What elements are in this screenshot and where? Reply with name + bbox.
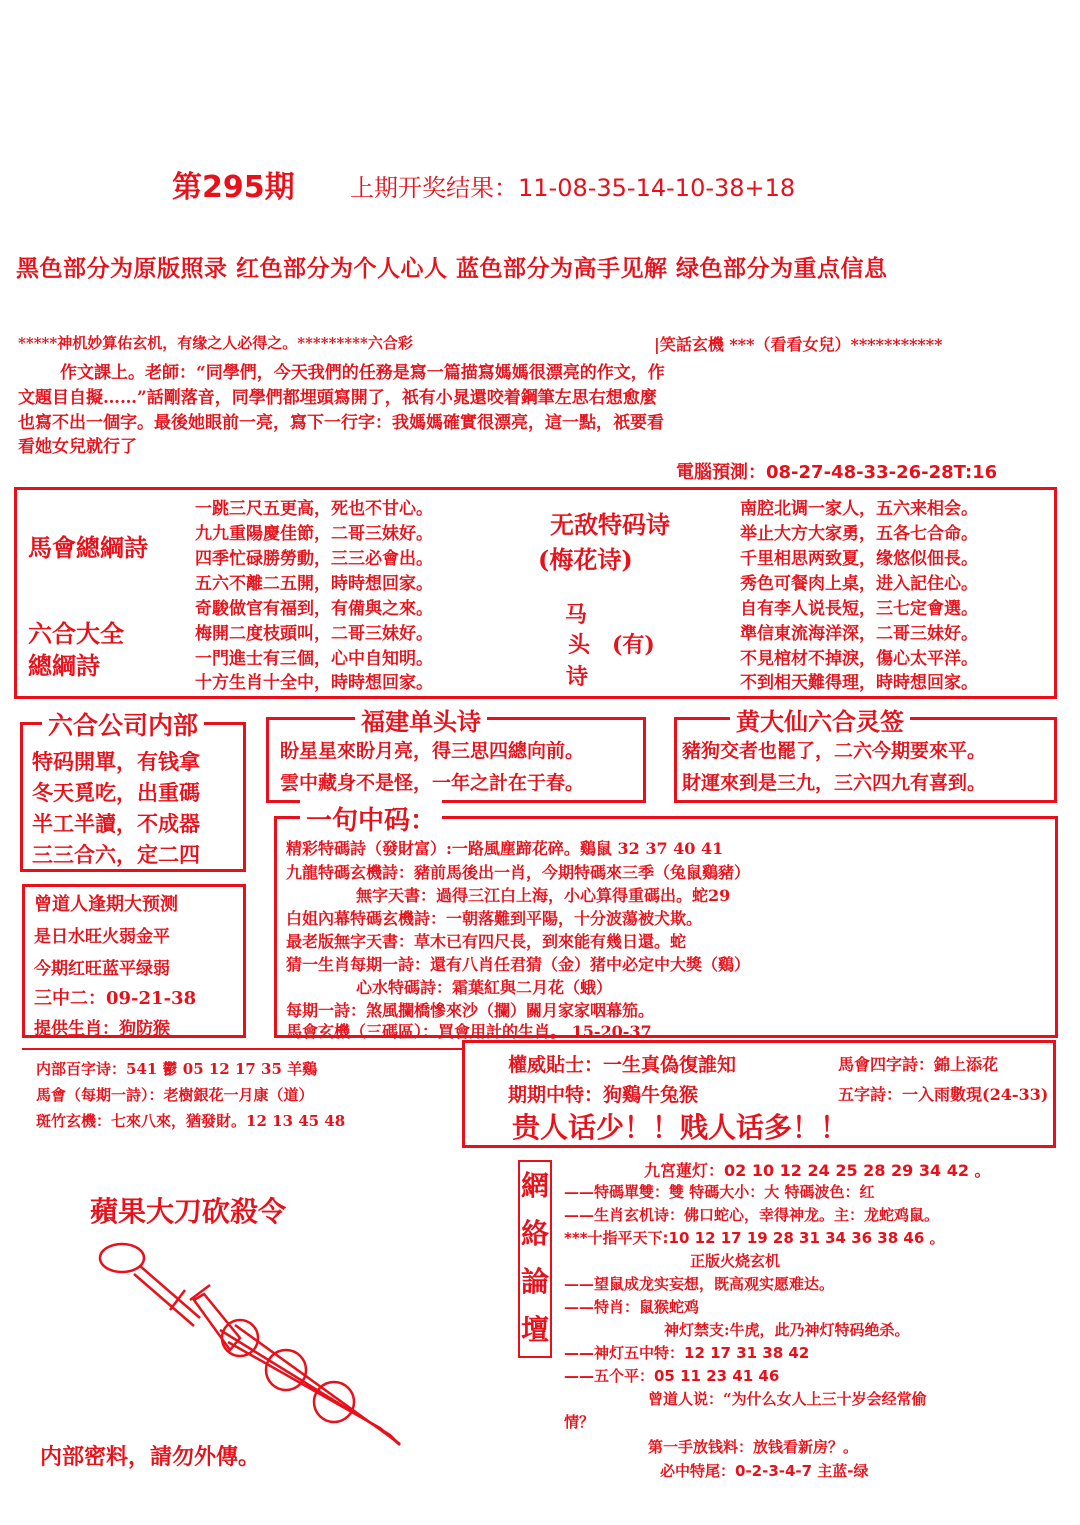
poem-right-line: 南腔北调一家人，五六来相会。 bbox=[740, 499, 978, 519]
forum-line: 九宮蓮灯：02 10 12 24 25 28 29 34 42 。 bbox=[644, 1161, 991, 1180]
forum-side-char: 絡 bbox=[521, 1217, 550, 1250]
authority-special: 期期中特：狗鷄牛兔猴 bbox=[508, 1084, 699, 1106]
forum-line: 必中特尾：0-2-3-4-7 主蓝-绿 bbox=[660, 1462, 869, 1480]
joke-line: 作文課上。老師：“同學們，今天我們的任務是寫一篇描寫媽媽很漂亮的作文，作 bbox=[60, 363, 665, 383]
forum-line: ***十指平天下:10 12 17 19 28 31 34 36 38 46 。 bbox=[564, 1229, 945, 1247]
joke-head-right: |笑話玄機 ***（看看女兒）*********** bbox=[654, 335, 943, 354]
issue-number: 第295期 bbox=[172, 170, 295, 205]
forum-line: ——特肖：鼠猴蛇鸡 bbox=[564, 1298, 700, 1316]
company-line: 冬天覓吃，出重碼 bbox=[32, 780, 200, 805]
poem-left-line: 奇駿做官有福到，有備與之來。 bbox=[195, 599, 433, 619]
color-legend: 黑色部分为原版照录 红色部分为个人心人 蓝色部分为高手见解 绿色部分为重点信息 bbox=[16, 256, 888, 282]
poem-left-line: 五六不離二五開，時時想回家。 bbox=[195, 574, 433, 594]
forum-side-char: 論 bbox=[521, 1265, 550, 1298]
joke-line: 文題目自擬……”話剛落音，同學們都埋頭寫開了，祇有小晁還咬着鋼筆左思右想愈麼 bbox=[18, 388, 657, 408]
inner-line: 馬會（每期一詩）：老樹銀花一月康（道） bbox=[36, 1086, 314, 1104]
divider bbox=[22, 1048, 462, 1050]
one-sentence-line: 無字天書：過得三江白上海，小心算得重碼出。蛇29 bbox=[356, 886, 731, 905]
company-line: 三三合六，定二四 bbox=[32, 842, 200, 867]
poem-right-line: 举止大方大家勇，五各七合命。 bbox=[740, 524, 978, 544]
joke-head-left: *****神机妙算佑玄机，有缘之人必得之。*********六合彩 bbox=[18, 334, 413, 352]
inner-line: 斑竹玄機：七來八來，猶發財。12 13 45 48 bbox=[36, 1112, 346, 1130]
forum-line: ——望鼠成龙实妄想，既高观实愿难达。 bbox=[564, 1275, 835, 1293]
zengdao-title: 曾道人逢期大预测 bbox=[34, 894, 178, 915]
joke-line: 看她女兒就行了 bbox=[18, 437, 137, 457]
poem-mid-subtitle: (梅花诗) bbox=[538, 545, 633, 574]
poem-mid-char: (有) bbox=[612, 632, 655, 658]
zengdao-line: 提供生肖：狗防猴 bbox=[34, 1019, 170, 1039]
joke-line: 也寫不出一個字。最後她眼前一亮，寫下一行字：我媽媽確實很漂亮，這一點，祇要看 bbox=[18, 413, 664, 433]
huangdaxian-line: 豬狗交者也罷了，二六今期要來平。 bbox=[682, 740, 987, 762]
zengdao-line: 三中二：09-21-38 bbox=[34, 988, 197, 1009]
fujian-line: 雲中藏身不是怪，一年之計在于春。 bbox=[280, 772, 585, 794]
forum-line: 神灯禁支:牛虎，此乃神灯特码绝杀。 bbox=[664, 1321, 910, 1339]
one-sentence-line: 馬會玄機（三碼區）：買會用計的生肖。 15-20-37 bbox=[286, 1022, 652, 1041]
forum-line: ——特碼單雙：雙 特碼大小：大 特碼波色：红 bbox=[564, 1183, 875, 1201]
poem-mid-char: 马 bbox=[565, 602, 588, 628]
zengdao-line: 是日水旺火弱金平 bbox=[34, 927, 170, 947]
one-sentence-title: 一句中码： bbox=[300, 800, 442, 837]
zengdao-line: 今期红旺蓝平绿弱 bbox=[34, 959, 170, 979]
huangdaxian-title: 黄大仙六合灵签 bbox=[730, 702, 910, 737]
company-line: 特码開單，有钱拿 bbox=[32, 749, 200, 774]
forum-line: 曾道人说：“为什么女人上三十岁会经常偷 bbox=[648, 1390, 927, 1408]
poem-right-line: 千里相思两致夏，缘悠似佃長。 bbox=[740, 549, 978, 569]
authority-tip: 權威貼士：一生真偽復誰知 bbox=[508, 1054, 737, 1076]
fujian-line: 盼星星來盼月亮，得三思四總向前。 bbox=[280, 740, 585, 762]
forum-line: 第一手放钱料：放钱看新房？。 bbox=[648, 1438, 859, 1456]
forum-line: 情？ bbox=[564, 1413, 595, 1431]
poem-left-line: 九九重陽慶佳節，二哥三妹好。 bbox=[195, 524, 433, 544]
poem-right-line: 不到相天難得理，時時想回家。 bbox=[740, 673, 978, 693]
poem-right-line: 準信東流海洋深，二哥三妹好。 bbox=[740, 624, 978, 644]
company-line: 半工半讀，不成器 bbox=[32, 811, 200, 836]
forum-line: ——生肖玄机诗：佛口蛇心，幸得神龙。主：龙蛇鸡鼠。 bbox=[564, 1206, 940, 1224]
poem-left-line: 一門進士有三個，心中自知明。 bbox=[195, 649, 433, 669]
authority-slogan: 贵人话少！！贱人话多！！ bbox=[512, 1111, 849, 1144]
poem-right-line: 不見棺材不掉淚，傷心太平洋。 bbox=[740, 649, 978, 669]
apple-footer: 内部密料，請勿外傳。 bbox=[40, 1444, 261, 1470]
poem-left-line: 四季忙碌勝勞動，三三必會出。 bbox=[195, 549, 433, 569]
company-title: 六合公司内部 bbox=[42, 706, 204, 742]
poem-label-liuhe-b: 總綱詩 bbox=[28, 651, 100, 680]
inner-line: 内部百字诗：541 鬱 05 12 17 35 羊鷄 bbox=[36, 1060, 318, 1078]
poem-label-liuhe-a: 六合大全 bbox=[28, 619, 124, 648]
one-sentence-line: 精彩特碼詩（發財富）:一路風塵蹄花碎。鷄鼠 32 37 40 41 bbox=[286, 839, 724, 858]
poem-mid-title: 无敌特码诗 bbox=[550, 510, 670, 539]
authority-five-char: 五字詩：一入雨數現(24-33) bbox=[838, 1085, 1049, 1104]
poem-right-line: 秀色可餐肉上桌，进入記住心。 bbox=[740, 574, 978, 594]
fujian-title: 福建单头诗 bbox=[355, 702, 487, 737]
poem-mid-char: 头 bbox=[568, 632, 591, 658]
sword-illustration bbox=[90, 1230, 430, 1460]
poem-left-line: 十方生肖十全中，時時想回家。 bbox=[195, 673, 433, 693]
forum-line: ——五个平：05 11 23 41 46 bbox=[564, 1367, 780, 1385]
one-sentence-line: 每期一詩：煞風攔橋慘來沙（攔）關月家家咽幕笳。 bbox=[286, 1001, 655, 1020]
forum-line: 正版火烧玄机 bbox=[690, 1252, 781, 1270]
poem-left-line: 梅開二度枝頭叫，二哥三妹好。 bbox=[195, 624, 433, 644]
authority-four-char: 馬會四字詩：錦上添花 bbox=[838, 1055, 999, 1074]
forum-side-char: 壇 bbox=[521, 1313, 550, 1346]
last-result: 上期开奖结果：11-08-35-14-10-38+18 bbox=[350, 174, 796, 202]
poem-mid-char: 诗 bbox=[566, 664, 589, 690]
one-sentence-line: 最老版無字天書：草木已有四尺長，到來能有幾日還。蛇 bbox=[286, 932, 687, 951]
one-sentence-line: 白姐內幕特碼玄機詩：一朝落難到平陽，十分波蕩被犬欺。 bbox=[286, 909, 703, 928]
poem-right-line: 自有李人说長短，三七定會選。 bbox=[740, 599, 978, 619]
computer-prediction: 電腦預測：08-27-48-33-26-28T:16 bbox=[676, 462, 998, 483]
forum-line: ——神灯五中特：12 17 31 38 42 bbox=[564, 1344, 810, 1362]
poem-label-mahui: 馬會總綱詩 bbox=[28, 533, 148, 562]
apple-title: 蘋果大刀砍殺令 bbox=[90, 1195, 287, 1228]
huangdaxian-line: 財運來到是三九，三六四九有喜到。 bbox=[682, 772, 987, 794]
forum-side-char: 網 bbox=[521, 1169, 550, 1202]
one-sentence-line: 九龍特碼玄機詩：豬前馬後出一肖，今期特碼來三季（兔鼠鷄豬） bbox=[286, 863, 751, 882]
poem-left-line: 一跳三尺五更高，死也不甘心。 bbox=[195, 499, 433, 519]
one-sentence-line: 猜一生肖每期一詩：還有八肖任君猜（金）猪中必定中大獎（鷄） bbox=[286, 955, 751, 974]
one-sentence-line: 心水特碼詩：霜葉紅與二月花（蛾） bbox=[356, 978, 613, 997]
